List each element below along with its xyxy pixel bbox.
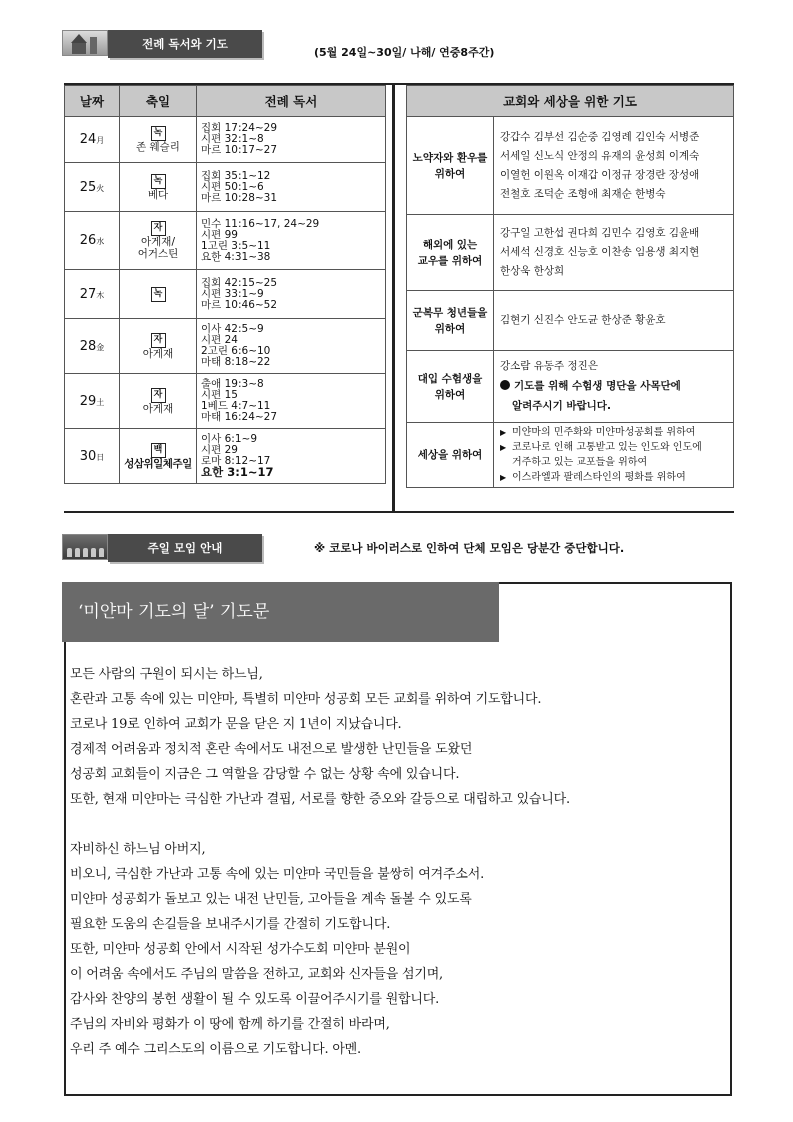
prayer-line: 필요한 도움의 손길들을 보내주시기를 간절히 기도합니다. (70, 917, 391, 932)
reading-passage: 로마 8:12~17 (201, 455, 271, 467)
reading-row (65, 429, 386, 484)
world-prayer-text: 코로나로 인해 고통받고 있는 인도와 인도에 (512, 442, 702, 453)
prayer-names-cell (494, 291, 734, 351)
triangle-bullet-icon: ▶ (500, 428, 507, 437)
exam-notice-line (500, 376, 727, 396)
reading-passages-cell (197, 163, 386, 212)
prayer-names-cell (494, 423, 734, 488)
prayer-list-header: 교회와 세상을 위한 기도 (407, 86, 734, 117)
prayer-names-line: 서세일 신노식 안정의 유재의 윤성희 이계숙 (500, 149, 700, 162)
prayer-line: 우리 주 예수 그리스도의 이름으로 기도합니다. 아멘. (70, 1042, 361, 1057)
section-title-readings: 전례 독서와 기도 (108, 30, 262, 58)
prayer-line: 감사와 찬양의 봉헌 생활이 될 수 있도록 이끌어주시기를 원합니다. (70, 992, 440, 1007)
prayer-names-line: 한상욱 한상희 (500, 265, 565, 277)
reading-day: 24 (79, 132, 97, 147)
prayer-names-cell (494, 117, 734, 215)
prayer-line: 또한, 현재 미얀마는 극심한 가난과 결핍, 서로를 향한 증오와 갈등으로 대립하고 있습니다. (70, 792, 570, 807)
reading-passage: 1고린 3:5~11 (201, 239, 271, 252)
reading-feast-cell (120, 163, 197, 212)
reading-passage: 이사 6:1~9 (201, 433, 258, 445)
liturgical-color-badge: 녹 (151, 174, 166, 189)
reading-passage: 집회 35:1~12 (201, 169, 271, 182)
table-divider (392, 85, 395, 512)
prayer-line: 코로나 19로 인하여 교회가 문을 닫은 지 1년이 지났습니다. (70, 717, 402, 732)
prayer-row (407, 423, 734, 488)
readings-header-feast: 축일 (120, 86, 197, 117)
reading-date-cell (65, 319, 120, 374)
reading-weekday: 水 (96, 237, 105, 246)
reading-date-cell (65, 429, 120, 484)
prayer-title: ‘미얀마 기도의 달’ 기도문 (62, 582, 499, 642)
prayer-paragraph-1 (70, 662, 730, 812)
reading-passage: 집회 17:24~29 (201, 122, 278, 134)
prayer-line: 성공회 교회들이 지금은 그 역할을 감당할 수 없는 상황 속에 있습니다. (70, 767, 460, 782)
prayer-line: 미얀마 성공회가 돌보고 있는 내전 난민들, 고아들을 계속 돌볼 수 있도록 (70, 892, 472, 907)
reading-day: 25 (79, 179, 97, 195)
reading-passage: 2고린 6:6~10 (201, 345, 271, 357)
triangle-bullet-icon: ▶ (500, 443, 507, 452)
reading-passages-cell (197, 429, 386, 484)
prayer-topic-cell (407, 351, 494, 423)
prayer-line: 자비하신 하느님 아버지, (70, 842, 206, 857)
prayer-topic: 군복무 청년들을 (412, 306, 488, 319)
church-thumbnail (62, 30, 108, 56)
prayer-topic-cell (407, 291, 494, 351)
reading-passages-cell (197, 212, 386, 270)
reading-feast-cell (120, 319, 197, 374)
prayer-topic: 세상을 위하여 (417, 449, 483, 461)
reading-day: 30 (79, 448, 97, 464)
table-bottom-rule (64, 511, 734, 513)
reading-passage: 시편 29 (201, 444, 238, 456)
reading-row (65, 374, 386, 429)
prayer-names-cell (494, 351, 734, 423)
prayer-line: 모든 사람의 구원이 되시는 하느님, (70, 667, 263, 682)
reading-day: 27 (79, 286, 97, 302)
prayer-names-line: 강갑수 김부선 김순중 김영례 김인숙 서병준 (500, 130, 700, 143)
prayer-topic: 위하여 (434, 167, 466, 180)
exam-notice-line (500, 396, 727, 416)
prayer-topic: 위하여 (434, 322, 466, 335)
prayer-names-line: 강소람 유동주 정진은 (500, 360, 598, 372)
feast-name: 아게재 (142, 402, 174, 415)
exam-notice-text: 알려주시기 바랍니다. (512, 400, 611, 412)
reading-date-cell (65, 212, 120, 270)
prayer-line: 이 어려움 속에서도 주님의 말씀을 전하고, 교회와 신자들을 섬기며, (70, 967, 443, 982)
exam-notice-text: 기도를 위해 수험생 명단을 사목단에 (514, 380, 681, 392)
liturgical-color-badge: 자 (151, 388, 166, 403)
reading-passage: 시편 33:1~9 (201, 287, 264, 300)
world-prayer-item (500, 470, 727, 485)
prayer-names-line: 김현기 신진수 안도균 한상준 황윤호 (500, 314, 666, 326)
prayer-names-line: 이열헌 이원옥 이재갑 이정규 장경란 장성애 (500, 168, 700, 181)
reading-date-cell (65, 374, 120, 429)
reading-date-cell (65, 270, 120, 319)
readings-header-date: 날짜 (65, 86, 120, 117)
world-prayer-text: 이스라엘과 팔레스타인의 평화를 위하여 (512, 472, 686, 483)
liturgical-color-badge: 녹 (151, 287, 166, 302)
reading-passage: 마르 10:46~52 (201, 298, 278, 311)
reading-weekday: 月 (96, 136, 105, 145)
readings-header-reading: 전례 독서 (197, 86, 386, 117)
reading-row (65, 117, 386, 163)
feast-name: 성삼위일체주일 (124, 457, 192, 470)
reading-passage: 출애 19:3~8 (201, 378, 264, 390)
prayer-topic: 위하여 (434, 388, 466, 401)
reading-weekday: 木 (96, 290, 105, 300)
prayer-paragraph-2 (70, 837, 730, 1062)
reading-day: 28 (79, 338, 97, 354)
world-prayer-text: 미얀마의 민주화와 미얀마성공회를 위하여 (512, 427, 696, 438)
reading-passage: 시편 32:1~8 (201, 133, 264, 145)
reading-passage: 마태 8:18~22 (201, 356, 271, 368)
triangle-bullet-icon: ▶ (500, 473, 507, 482)
prayer-topic: 노약자와 환우를 (412, 151, 488, 164)
reading-passage: 마르 10:17~27 (201, 144, 278, 156)
reading-row (65, 270, 386, 319)
reading-weekday: 土 (96, 397, 105, 407)
reading-passage: 시편 99 (201, 228, 238, 241)
gathering-notice: ※ 코로나 바이러스로 인하여 단체 모임은 당분간 중단합니다. (314, 541, 625, 555)
reading-date-cell (65, 163, 120, 212)
reading-weekday: 日 (96, 452, 105, 462)
feast-name: 존 웨슬리 (136, 141, 180, 153)
prayer-topic-cell (407, 215, 494, 291)
prayer-row (407, 117, 734, 215)
prayer-line: 혼란과 고통 속에 있는 미얀마, 특별히 미얀마 성공회 모든 교회를 위하여 기도합니다. (70, 692, 542, 707)
reading-date-cell (65, 117, 120, 163)
reading-passage: 시편 15 (201, 389, 238, 401)
reading-weekday: 金 (96, 342, 105, 352)
reading-passage: 마르 10:28~31 (201, 191, 278, 204)
section-title-gathering: 주일 모임 안내 (108, 534, 262, 562)
prayer-names-line: 강구일 고한섭 권다희 김민수 김영호 김윤배 (500, 227, 700, 239)
feast-name: 아게재 (142, 347, 174, 360)
prayer-names-line: 서세석 신경호 신능호 이찬송 임용생 최지현 (500, 246, 700, 258)
reading-row (65, 163, 386, 212)
reading-row (65, 212, 386, 270)
reading-passages-cell (197, 374, 386, 429)
reading-passage: 시편 24 (201, 334, 238, 346)
prayer-list-table (406, 85, 734, 488)
reading-feast-cell (120, 212, 197, 270)
prayer-topic: 대입 수험생을 (417, 372, 483, 385)
reading-passages-cell (197, 117, 386, 163)
reading-passage: 이사 42:5~9 (201, 323, 264, 335)
reading-feast-cell (120, 270, 197, 319)
world-prayer-item (500, 455, 727, 470)
prayer-line: 또한, 미얀마 성공회 안에서 시작된 성가수도회 미얀마 분원이 (70, 942, 411, 957)
liturgical-color-badge: 자 (151, 333, 166, 348)
world-prayer-text: 거주하고 있는 교포들을 위하여 (512, 457, 648, 468)
liturgical-color-badge: 백 (151, 443, 166, 458)
reading-passages-cell (197, 270, 386, 319)
gathering-thumbnail (62, 534, 108, 560)
feast-name: 어거스틴 (137, 248, 179, 260)
world-prayer-item (500, 425, 727, 440)
reading-feast-cell (120, 374, 197, 429)
prayer-topic: 교우를 위하여 (417, 254, 483, 267)
prayer-row (407, 351, 734, 423)
prayer-topic: 해외에 있는 (422, 238, 478, 251)
prayer-line: 주님의 자비와 평화가 이 땅에 함께 하기를 간절히 바라며, (70, 1017, 390, 1032)
reading-feast-cell (120, 429, 197, 484)
reading-passage: 1베드 4:7~11 (201, 400, 271, 412)
prayer-row (407, 215, 734, 291)
prayer-topic-cell (407, 117, 494, 215)
reading-passage: 민수 11:16~17, 24~29 (201, 217, 320, 230)
reading-day: 29 (79, 393, 97, 409)
prayer-names-cell (494, 215, 734, 291)
liturgical-color-badge: 자 (151, 221, 166, 236)
prayer-names-line: 전철호 조덕순 조형애 최재순 한병숙 (500, 187, 666, 200)
reading-passage: 요한 4:31~38 (201, 250, 271, 263)
prayer-topic-cell (407, 423, 494, 488)
bullet-dot-icon (500, 380, 510, 390)
liturgical-color-badge: 녹 (151, 126, 166, 141)
reading-passage: 시편 50:1~6 (201, 180, 264, 193)
reading-weekday: 火 (96, 183, 105, 193)
readings-table (64, 85, 386, 484)
reading-passages-cell (197, 319, 386, 374)
reading-day: 26 (79, 233, 97, 248)
prayer-row (407, 291, 734, 351)
prayer-line: 경제적 어려움과 정치적 혼란 속에서도 내전으로 발생한 난민들을 도왔던 (70, 742, 473, 757)
reading-passage: 집회 42:15~25 (201, 276, 278, 289)
world-prayer-item (500, 440, 727, 455)
prayer-line: 비오니, 극심한 가난과 고통 속에 있는 미얀마 국민들을 불쌍히 여겨주소서. (70, 867, 484, 882)
date-range: (5월 24일~30일/ 나해/ 연중8주간) (314, 46, 495, 59)
feast-name: 베다 (147, 188, 169, 201)
reading-feast-cell (120, 117, 197, 163)
reading-passage: 요한 3:1~17 (201, 465, 274, 479)
prayer-text (70, 662, 730, 1062)
reading-passage: 마태 16:24~27 (201, 411, 278, 423)
reading-row (65, 319, 386, 374)
feast-name: 아게재/ (141, 236, 175, 248)
